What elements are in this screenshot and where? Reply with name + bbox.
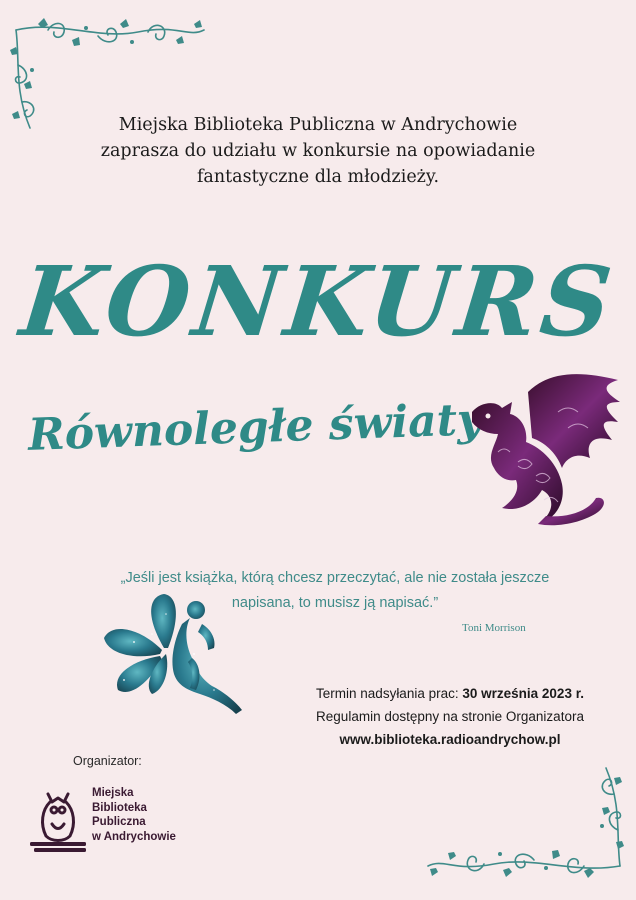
- rules-text: Regulamin dostępny na stronie Organizatora: [316, 709, 584, 724]
- contest-info: [290, 682, 610, 751]
- website-link[interactable]: [290, 728, 610, 751]
- quote-line-2: napisana, to musisz ją napisać.”: [231, 595, 439, 611]
- deadline-label: Termin nadsyłania prac:: [316, 686, 459, 701]
- website-url[interactable]: www.biblioteka.radioandrychow.pl: [339, 732, 561, 747]
- intro-line-1: Miejska Biblioteka Publiczna w Andrychowie: [118, 115, 518, 135]
- organizer-name-line-2: Biblioteka: [92, 801, 147, 814]
- owl-logo-icon: [28, 784, 88, 856]
- organizer-label: Organizator:: [73, 754, 142, 768]
- contest-subtitle: Równoległe światy: [27, 394, 484, 461]
- intro-line-3: fantastyczne dla młodzieży.: [196, 167, 440, 187]
- fairy-image: [104, 594, 250, 716]
- organizer-name: [92, 786, 176, 844]
- organizer-name-line-4: w Andrychowie: [92, 830, 176, 843]
- dragon-image: [458, 372, 624, 532]
- quote-author: Toni Morrison: [462, 622, 526, 634]
- page-title: KONKURS: [15, 245, 621, 358]
- deadline-line: [290, 682, 610, 705]
- intro-line-2: zaprasza do udziału w konkursie na opowiadanie: [100, 141, 536, 161]
- intro-text: [0, 112, 636, 190]
- organizer-name-line-3: Publiczna: [92, 816, 146, 828]
- deadline-date: 30 września 2023 r.: [462, 686, 584, 701]
- floral-corner-bottom-right: [424, 760, 628, 886]
- organizer-name-line-1: Miejska: [92, 787, 134, 799]
- quote-line-1: „Jeśli jest książka, którą chcesz przeczytać, ale nie została jeszcze: [120, 570, 550, 586]
